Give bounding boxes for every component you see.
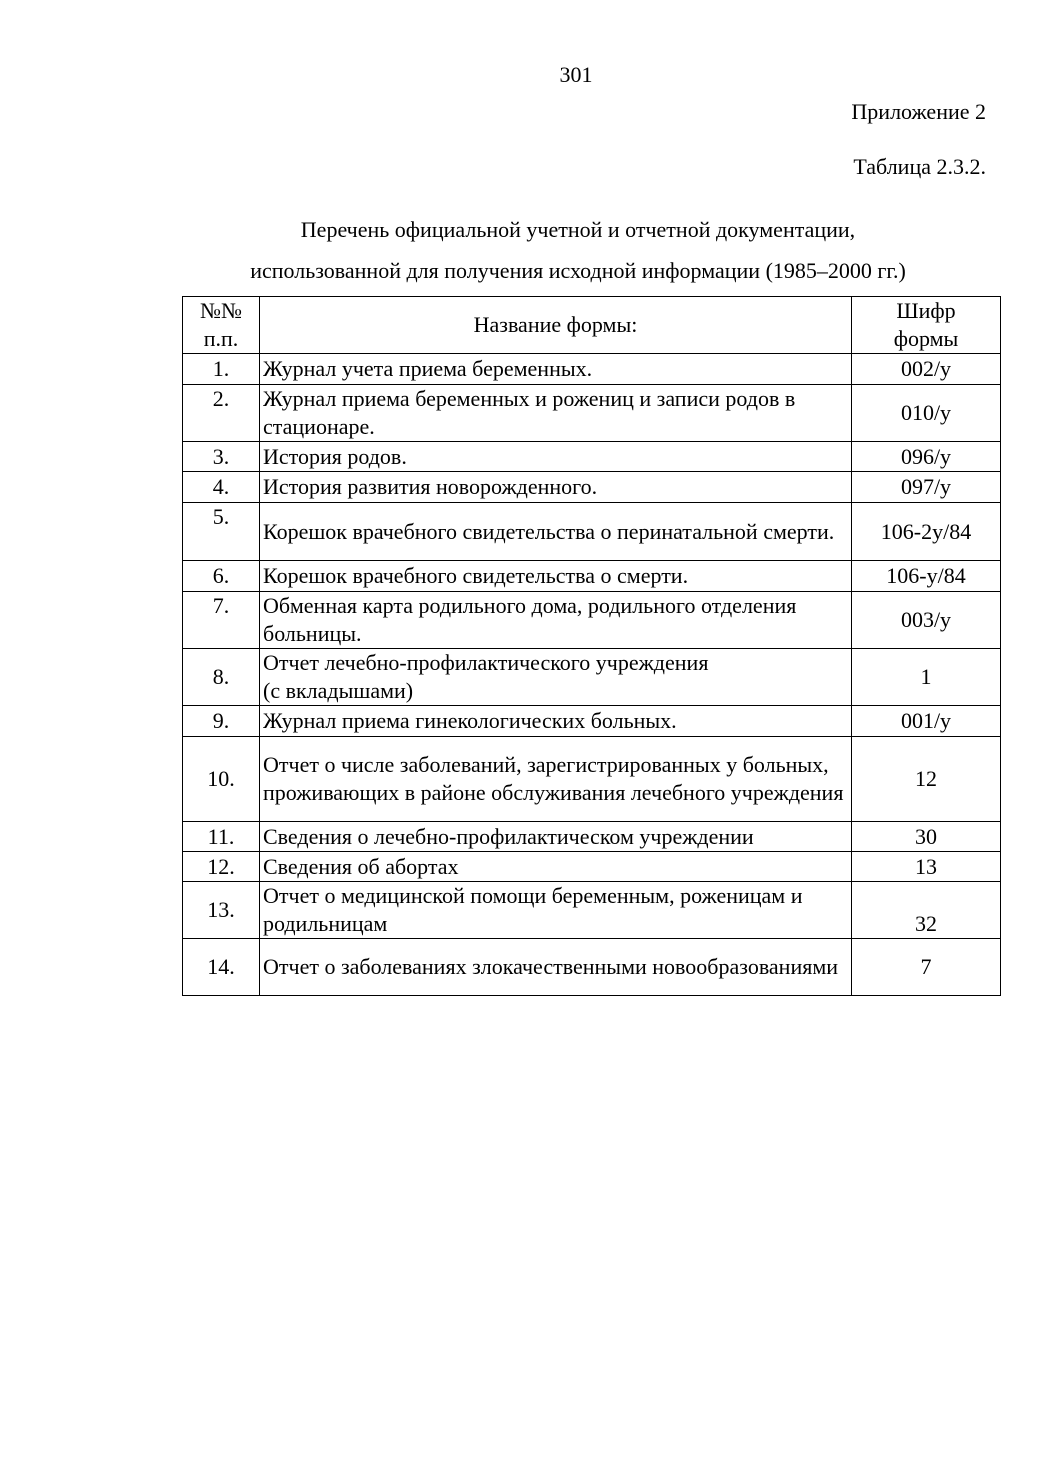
table-row [183, 385, 1001, 442]
row-form-name-line-1: Отчет лечебно-профилактического учреждения [263, 650, 709, 675]
row-form-name: Журнал учета приема беременных. [260, 354, 852, 385]
table-row [183, 472, 1001, 503]
table-row [183, 561, 1001, 592]
table-row [183, 882, 1001, 939]
row-form-name [260, 649, 852, 706]
header-num-line-1: №№ [200, 298, 242, 323]
row-form-code: 106-у/84 [852, 561, 1001, 592]
table-row [183, 649, 1001, 706]
row-form-name: Сведения о лечебно-профилактическом учреждении [260, 822, 852, 852]
table-header-row [183, 297, 1001, 354]
row-number: 9. [183, 706, 260, 737]
row-number: 11. [183, 822, 260, 852]
header-num-line-2: п.п. [203, 326, 239, 351]
row-form-code: 13 [852, 852, 1001, 882]
row-form-name: Отчет о числе заболеваний, зарегистрированных у больных, проживающих в районе обслуживания лечебного учреждения [260, 737, 852, 822]
header-name: Название формы: [260, 297, 852, 354]
header-code [852, 297, 1001, 354]
row-number: 7. [183, 592, 260, 649]
row-form-name: Отчет о медицинской помощи беременным, роженицам и родильницам [260, 882, 852, 939]
row-form-name: История родов. [260, 442, 852, 472]
row-number: 13. [183, 882, 260, 939]
row-number: 14. [183, 939, 260, 996]
row-form-code: 1 [852, 649, 1001, 706]
row-form-name: Журнал приема беременных и рожениц и записи родов в стационаре. [260, 385, 852, 442]
table-row [183, 442, 1001, 472]
row-number: 3. [183, 442, 260, 472]
row-number: 2. [183, 385, 260, 442]
caption-line-1: Перечень официальной учетной и отчетной документации, [300, 217, 856, 242]
row-form-code: 097/у [852, 472, 1001, 503]
table-label: Таблица 2.3.2. [853, 154, 986, 179]
row-number: 4. [183, 472, 260, 503]
row-form-code: 7 [852, 939, 1001, 996]
table-caption [160, 209, 996, 291]
row-form-code: 003/у [852, 592, 1001, 649]
page-number: 301 [559, 62, 593, 87]
table-row [183, 822, 1001, 852]
table-row [183, 354, 1001, 385]
table-row [183, 737, 1001, 822]
row-number: 6. [183, 561, 260, 592]
row-number: 8. [183, 649, 260, 706]
row-form-code: 001/у [852, 706, 1001, 737]
documentation-table [182, 296, 1001, 996]
row-form-name: Сведения об абортах [260, 852, 852, 882]
row-form-name: Отчет о заболеваниях злокачественными новообразованиями [260, 939, 852, 996]
row-form-code: 002/у [852, 354, 1001, 385]
row-form-code: 106-2у/84 [852, 503, 1001, 561]
table-row [183, 852, 1001, 882]
row-number: 1. [183, 354, 260, 385]
header-code-line-1: Шифр [896, 298, 956, 323]
row-form-name: Корешок врачебного свидетельства о смерти. [260, 561, 852, 592]
row-form-name: Обменная карта родильного дома, родильного отделения больницы. [260, 592, 852, 649]
row-form-name: Корешок врачебного свидетельства о перинатальной смерти. [260, 503, 852, 561]
header-num [183, 297, 260, 354]
table-row [183, 939, 1001, 996]
table-row [183, 592, 1001, 649]
row-form-code: 12 [852, 737, 1001, 822]
row-form-code: 32 [852, 882, 1001, 939]
row-form-name-line-2: (с вкладышами) [263, 678, 414, 703]
table-row [183, 706, 1001, 737]
table-row [183, 503, 1001, 561]
row-form-code: 30 [852, 822, 1001, 852]
caption-line-2: использованной для получения исходной информации (1985–2000 гг.) [250, 258, 906, 283]
row-number: 5. [183, 503, 260, 561]
appendix-label: Приложение 2 [851, 99, 986, 124]
row-form-code: 010/у [852, 385, 1001, 442]
row-form-code: 096/у [852, 442, 1001, 472]
header-code-line-2: формы [893, 326, 959, 351]
row-form-name: Журнал приема гинекологических больных. [260, 706, 852, 737]
row-form-name: История развития новорожденного. [260, 472, 852, 503]
row-number: 12. [183, 852, 260, 882]
row-number: 10. [183, 737, 260, 822]
